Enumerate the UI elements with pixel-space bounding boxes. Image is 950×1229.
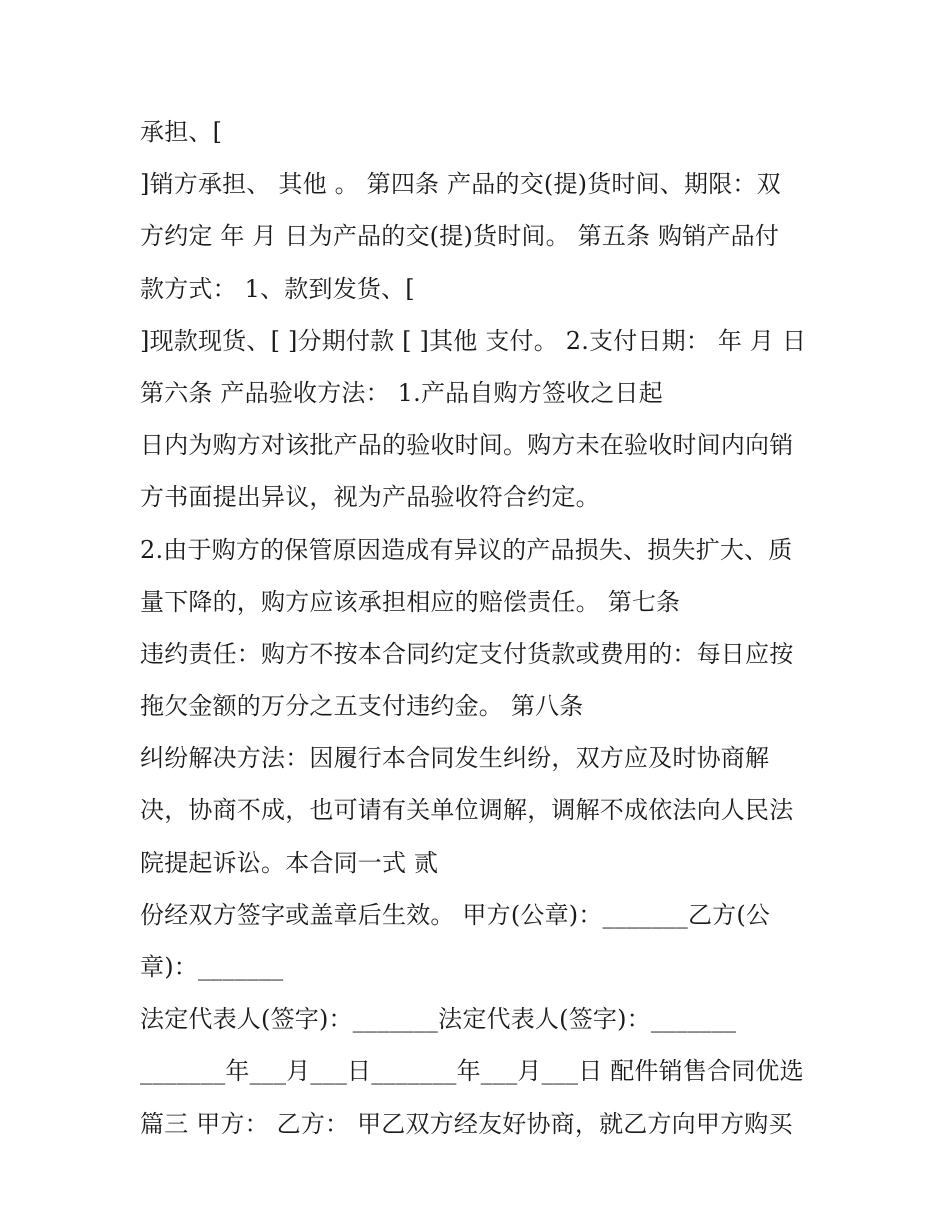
text-line: 量下降的，购方应该承担相应的赔偿责任。 第七条 xyxy=(140,587,681,616)
text-line: 款方式： 1、款到发货、[ xyxy=(140,274,415,303)
text-line: 方书面提出异议，视为产品验收符合约定。 xyxy=(140,483,600,512)
text-line: 2.由于购方的保管原因造成有异议的产品损失、损失扩大、质 xyxy=(140,535,793,564)
text-line: ]现款现货、[ ]分期付款 [ ]其他 支付。 2.支付日期： 年 月 日 xyxy=(140,326,807,355)
text-line: 拖欠金额的万分之五支付违约金。 第八条 xyxy=(140,692,584,721)
contract-text xyxy=(140,106,830,1150)
text-line: 第六条 产品验收方法： 1.产品自购方签收之日起 xyxy=(140,378,663,407)
text-line: _______年___月___日_______年___月___日 配件销售合同优选 xyxy=(140,1057,804,1086)
text-line: 违约责任：购方不按本合同约定支付货款或费用的：每日应按 xyxy=(140,639,794,668)
text-line: 日内为购方对该批产品的验收时间。购方未在验收时间内向销 xyxy=(140,431,794,460)
text-line: 院提起诉讼。本合同一式 贰 xyxy=(140,848,439,877)
text-line: 章)：_______ xyxy=(140,953,284,981)
text-line: 方约定 年 月 日为产品的交(提)货时间。 第五条 购销产品付 xyxy=(140,222,780,251)
text-line: 决，协商不成，也可请有关单位调解，调解不成依法向人民法 xyxy=(140,796,794,825)
text-line: 份经双方签字或盖章后生效。 甲方(公章)：_______乙方(公 xyxy=(140,900,771,929)
text-line: 纠纷解决方法：因履行本合同发生纠纷，双方应及时协商解 xyxy=(140,744,770,773)
text-line: 法定代表人(签字)：_______法定代表人(签字)：_______ xyxy=(140,1005,737,1034)
text-line: 篇三 甲方： 乙方： 甲乙双方经友好协商，就乙方向甲方购买 xyxy=(140,1109,793,1138)
text-line: ]销方承担、 其他 。 第四条 产品的交(提)货时间、期限：双 xyxy=(140,170,781,199)
text-line: 承担、[ xyxy=(140,118,223,146)
